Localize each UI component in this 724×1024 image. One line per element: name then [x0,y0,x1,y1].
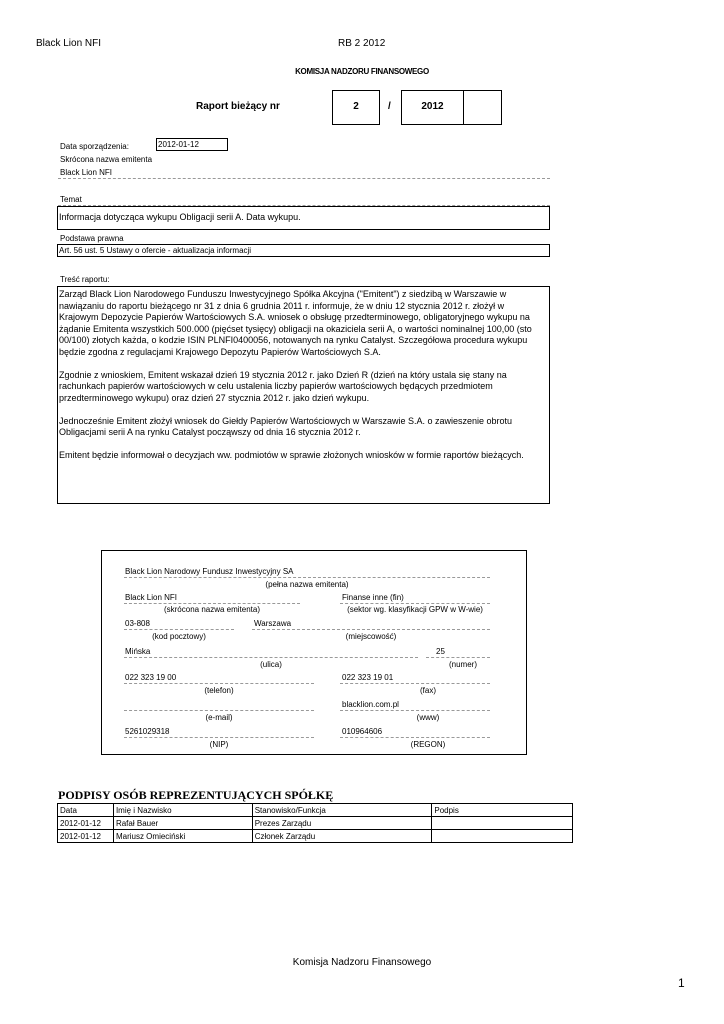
content-paragraph: Jednocześnie Emitent złożył wniosek do Giełdy Papierów Wartościowych w Warszawie S.A. o zawieszenie obrotu Obligacjami serii A na rynku Catalyst począwszy od dnia 16 stycznia 2012 r. [59,415,513,437]
issuer-full-name: Black Lion Narodowy Fundusz Inwestycyjny SA [125,567,294,576]
header-issuer-name: Black Lion NFI [36,38,102,49]
table-header-cell: Data [58,804,114,817]
table-row [58,817,573,830]
issuer-nip: 5261029318 [125,727,170,736]
short-name-value: Black Lion NFI [60,168,113,177]
issuer-phone-caption: (telefon) [204,686,234,695]
legal-value: Art. 56 ust. 5 Ustawy o ofercie - aktualizacja informacji [59,246,252,255]
table-cell [432,817,573,830]
report-extra-box [464,90,502,125]
issuer-street-caption: (ulica) [260,660,282,669]
header-report-code: RB 2 2012 [338,38,386,49]
short-name-label: Skrócona nazwa emitenta [60,155,153,164]
report-slash: / [388,101,391,112]
issuer-sector: Finanse inne (fin) [342,593,404,602]
issuer-city-caption: (miejscowość) [345,632,397,641]
issuer-city: Warszawa [254,619,292,628]
table-cell: Rafał Bauer [113,817,252,830]
legal-label: Podstawa prawna [60,234,124,243]
header-authority: KOMISJA NADZORU FINANSOWEGO [295,67,429,76]
topic-value: Informacja dotycząca wykupu Obligacji serii A. Data wykupu. [59,212,301,222]
issuer-full-name-caption: (pełna nazwa emitenta) [265,580,349,589]
divider [340,737,490,738]
issuer-sector-caption: (sektor wg. klasyfikacji GPW w W-wie) [347,605,483,614]
issuer-street: Mińska [125,647,151,656]
divider [58,178,550,179]
table-row [58,830,573,843]
issuer-postal-code: 03-808 [125,619,150,628]
issuer-email-caption: (e-mail) [205,713,233,722]
issuer-www[interactable]: blacklion.com.pl [342,700,399,709]
divider [124,577,490,578]
divider [124,737,314,738]
date-value: 2012-01-12 [158,140,199,149]
divider [340,683,490,684]
signatures-title: PODPISY OSÓB REPREZENTUJĄCYCH SPÓŁKĘ [58,788,334,802]
table-header-cell: Imię i Nazwisko [113,804,252,817]
date-label: Data sporządzenia: [60,142,129,151]
divider [124,603,300,604]
issuer-short-name: Black Lion NFI [125,593,178,602]
issuer-short-name-caption: (skrócona nazwa emitenta) [163,605,261,614]
report-number: 2 [353,101,359,112]
topic-label: Temat [60,195,82,204]
signatures-table [57,803,573,843]
divider [252,629,490,630]
issuer-postal-code-caption: (kod pocztowy) [152,632,206,641]
table-header-cell: Podpis [432,804,573,817]
issuer-regon-caption: (REGON) [410,740,446,749]
issuer-regon: 010964606 [342,727,383,736]
issuer-nip-caption: (NIP) [209,740,229,749]
divider [340,603,490,604]
content-paragraph: Zgodnie z wnioskiem, Emitent wskazał dzień 19 stycznia 2012 r. jako Dzień R (dzień na który ustala się stany na rachunkach papierów wartościowych w celu ustalenia liczby papierów wartościowych będących przedmiotem przedterminowego wykupu) oraz dzień 27 stycznia 2012 r. jako dzień wykupu. [59,369,507,403]
report-year: 2012 [421,101,444,112]
issuer-phone: 022 323 19 00 [125,673,177,682]
divider [124,629,234,630]
table-header-cell: Stanowisko/Funkcja [252,804,432,817]
content-paragraph: Zarząd Black Lion Narodowego Funduszu Inwestycyjnego Spółka Akcyjna ("Emitent") z siedzibą w Warszawie w nawiązaniu do raportu bieżącego nr 31 z dnia 6 grudnia 2011 r. informuje, że w dniu 12 stycznia 2012 r. złożył w Krajowym Depozycie Papierów Wartościowych S.A. wniosek o obsługę przedterminowego, obligatoryjnego wykupu na żądanie Emitenta wszystkich 500.000 (pięćset tysięcy) obligacji na okaziciela serii A, o wartości nominalnej 100,00 (sto 00/100) złotych każda, o kodzie ISIN PLNFI0400056, notowanych na rynku Catalyst. Szczegółowa procedura wykupu będzie zgodna z regulacjami Krajowego Depozytu Papierów Wartościowych S.A. [59,289,532,357]
content-label: Treść raportu: [60,275,110,284]
divider [426,657,490,658]
table-cell: 2012-01-12 [58,830,114,843]
table-cell: Mariusz Omieciński [113,830,252,843]
table-cell [432,830,573,843]
report-label: Raport bieżący nr [196,101,280,112]
issuer-www-caption: (www) [416,713,440,722]
page-number: 1 [678,976,685,990]
divider [124,657,418,658]
content-paragraph: Emitent będzie informował o decyzjach ww. podmiotów w sprawie złożonych wniosków w formie raportów bieżących. [59,450,524,460]
issuer-fax-caption: (fax) [420,686,436,695]
divider [124,710,314,711]
table-cell: 2012-01-12 [58,817,114,830]
issuer-number: 25 [436,647,445,656]
issuer-number-caption: (numer) [448,660,477,669]
divider [124,683,314,684]
footer-authority: Komisja Nadzoru Finansowego [292,957,432,968]
issuer-fax: 022 323 19 01 [342,673,394,682]
table-header-row [58,804,573,817]
table-cell: Prezes Zarządu [252,817,432,830]
report-content [59,289,545,473]
table-cell: Członek Zarządu [252,830,432,843]
divider [340,710,490,711]
